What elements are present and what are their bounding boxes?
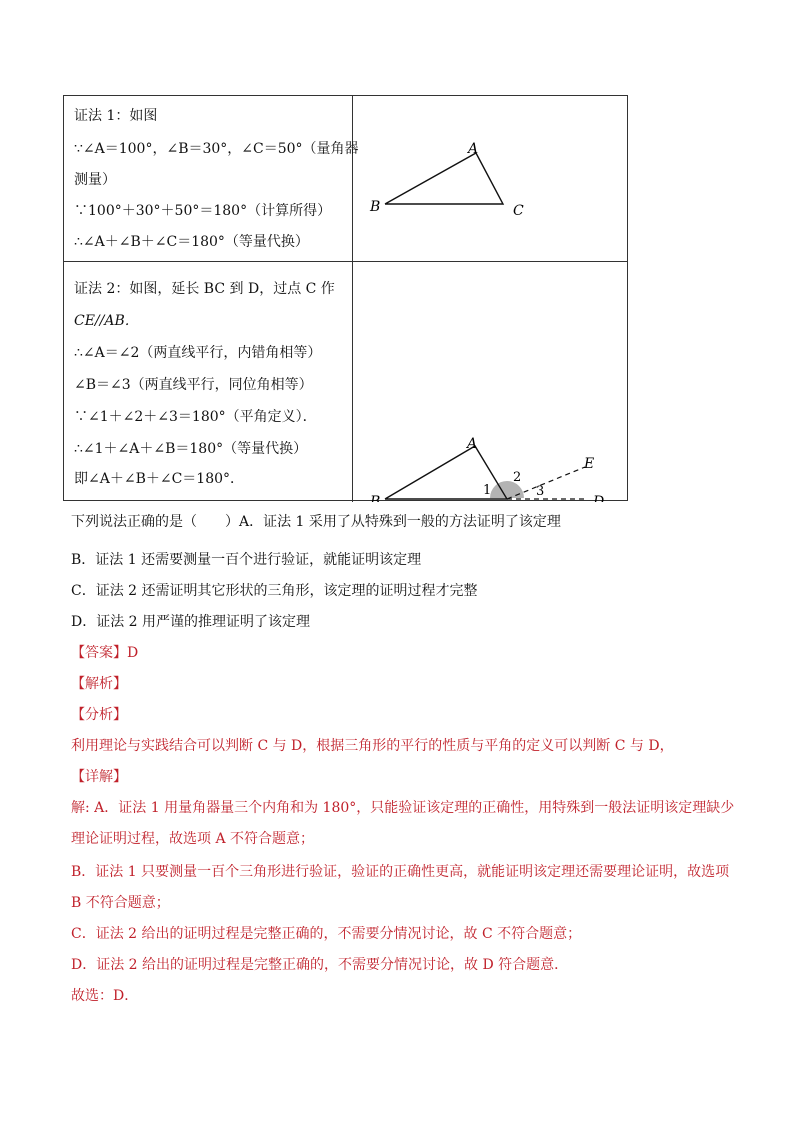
answer-label: 【答案】D [71,645,139,661]
detail-line-5: C．证法 2 给出的证明过程是完整正确的，不需要分情况讨论，故 C 不符合题意； [71,926,582,942]
proof2-line4: ∠B＝∠3（两直线平行，同位角相等） [74,377,313,393]
triangle2-label-e: E [584,456,595,472]
triangle2-diagram [353,262,629,502]
detail-line-7: 故选：D． [71,988,139,1004]
triangle1-shape [385,153,503,204]
triangle2-label-d: D [593,494,605,502]
proof2-line2: CE//AB． [74,313,139,329]
proof1-row [64,96,627,262]
proof2-line3: ∴∠A＝∠2（两直线平行，内错角相等） [74,345,322,361]
xiangjie-label: 【详解】 [71,769,127,785]
question-stem: 下列说法正确的是（ ）A．证法 1 采用了从特殊到一般的方法证明了该定理 [71,514,561,530]
proof1-line3: 测量） [74,172,116,188]
triangle1-diagram [353,96,629,262]
fenxi-label: 【分析】 [71,707,127,723]
triangle1-label-c: C [513,203,524,219]
proof2-text [64,262,353,502]
angle-label-1: 1 [483,483,492,498]
proof1-line2: ∵∠A＝100°，∠B＝30°，∠C＝50°（量角器 [74,141,359,157]
proof2-line7: 即∠A＋∠B＋∠C＝180°． [74,471,245,487]
analysis-label: 【解析】 [71,676,127,692]
angle-label-2: 2 [513,470,522,485]
detail-line-3: B．证法 1 只要测量一百个三角形进行验证，验证的正确性更高，就能证明该定理还需要理论证明，故选项 [71,864,730,880]
option-d: D．证法 2 用严谨的推理证明了该定理 [71,614,311,630]
proof1-text [64,96,359,261]
proof-table [63,95,628,501]
proof2-line5: ∵∠1＋∠2＋∠3＝180°（平角定义）． [74,409,317,425]
proof2-figure [353,262,629,502]
proof1-line4: ∵100°＋30°＋50°＝180°（计算所得） [74,203,332,219]
angle-label-3: 3 [536,484,545,499]
proof1-title: 证法 1：如图 [74,108,158,124]
option-c: C．证法 2 还需证明其它形状的三角形，该定理的证明过程才完整 [71,583,478,599]
proof1-figure [353,96,629,261]
proof1-line5: ∴∠A＋∠B＋∠C＝180°（等量代换） [74,234,309,250]
fenxi-text: 利用理论与实践结合可以判断 C 与 D，根据三角形的平行的性质与平角的定义可以判断 C 与 D， [71,738,674,754]
proof2-line6: ∴∠1＋∠A＋∠B＝180°（等量代换） [74,441,308,457]
detail-line-6: D．证法 2 给出的证明过程是完整正确的，不需要分情况讨论，故 D 符合题意． [71,957,569,973]
detail-line-2: 理论证明过程，故选项 A 不符合题意； [71,831,315,847]
option-b: B．证法 1 还需要测量一百个进行验证，就能证明该定理 [71,552,422,568]
triangle1-label-b: B [370,199,381,215]
detail-line-4: B 不符合题意； [71,895,170,911]
triangle1-label-a: A [468,141,479,157]
proof2-title: 证法 2：如图，延长 BC 到 D，过点 C 作 [74,281,335,297]
triangle2-label-a: A [467,436,478,452]
proof2-row [64,262,627,502]
triangle2-label-b: B [370,494,381,502]
detail-line-1: 解: A．证法 1 用量角器量三个内角和为 180°，只能验证该定理的正确性，用特殊到一般法证明该定理缺少 [71,800,735,816]
